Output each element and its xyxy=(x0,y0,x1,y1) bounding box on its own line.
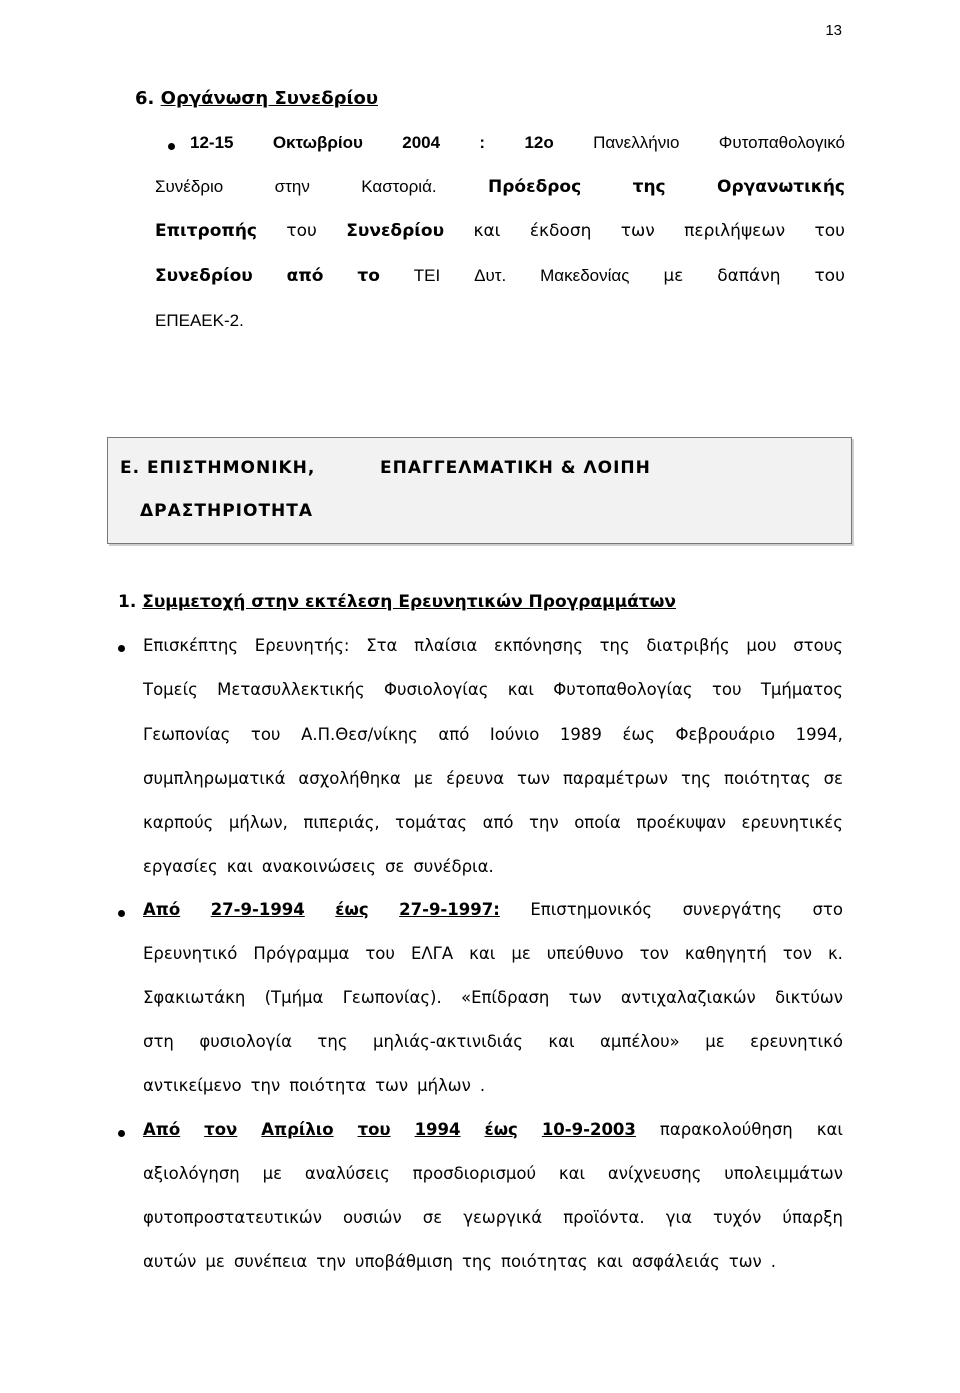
text-line: αυτών με συνέπεια την υποβάθμιση της ποιότητας και ασφάλειάς των . xyxy=(143,1252,776,1271)
bullet-icon xyxy=(118,910,125,917)
section-e-heading-box xyxy=(107,437,852,544)
text-line: Από τον Απρίλιο του 1994 έως 10-9-2003 παρακολούθηση και xyxy=(143,1120,843,1139)
text-line: καρπούς μήλων, πιπεριάς, τομάτας από την οποία προέκυψαν ερευνητικές xyxy=(143,813,843,832)
text-line: στη φυσιολογία της μηλιάς-ακτινιδιάς και αμπέλου» με ερευνητικό xyxy=(143,1032,843,1051)
page-number: 13 xyxy=(825,22,842,39)
subsection-1-title: 1. Συμμετοχή στην εκτέλεση Ερευνητικών Προγραμμάτων xyxy=(118,592,676,612)
text-line: Ερευνητικό Πρόγραμμα του ΕΛΓΑ και με υπεύθυνο τον καθηγητή τον κ. xyxy=(143,944,843,963)
text-line: Συνεδρίου από το ΤΕΙ Δυτ. Μακεδονίας με δαπάνη του xyxy=(155,266,845,286)
text-line: Συνέδριο στην Καστοριά. Πρόεδρος της Οργανωτικής xyxy=(155,177,845,197)
text-line: αξιολόγηση με αναλύσεις προσδιορισμού και ανίχνευσης υπολειμμάτων xyxy=(143,1164,843,1183)
section-e-heading-left: Ε. ΕΠΙΣΤΗΜΟΝΙΚΗ, xyxy=(120,458,316,478)
section-6-title: Οργάνωση Συνεδρίου xyxy=(160,88,378,109)
text-line: Τομείς Μετασυλλεκτικής Φυσιολογίας και Φυτοπαθολογίας του Τμήματος xyxy=(143,680,843,699)
section-6-number: 6. xyxy=(135,88,155,109)
text-line: φυτοπροστατευτικών ουσιών σε γεωργικά προϊόντα. για τυχόν ύπαρξη xyxy=(143,1208,843,1227)
text-line: Σφακιωτάκη (Τμήμα Γεωπονίας). «Επίδραση των αντιχαλαζιακών δικτύων xyxy=(143,988,843,1007)
text-line: 12-15 Οκτωβρίου 2004 : 12ο Πανελλήνιο Φυτοπαθολογικό xyxy=(190,133,845,152)
text-line: Από 27-9-1994 έως 27-9-1997: Επιστημονικός συνεργάτης στο xyxy=(143,900,843,919)
section-e-heading-line2: ΔΡΑΣΤΗΡΙΟΤΗΤΑ xyxy=(140,501,314,521)
text-line: αντικείμενο την ποιότητα των μήλων . xyxy=(143,1076,486,1095)
text-line: εργασίες και ανακοινώσεις σε συνέδρια. xyxy=(143,857,494,876)
section-e-heading-right: ΕΠΑΓΓΕΛΜΑΤΙΚΗ & ΛΟΙΠΗ xyxy=(380,458,651,478)
text-line: ΕΠΕΑΕΚ-2. xyxy=(155,311,244,330)
bullet-icon xyxy=(168,143,175,150)
text-line: Επιτροπής του Συνεδρίου και έκδοση των περιλήψεων του xyxy=(155,221,845,241)
text-line: Επισκέπτης Ερευνητής: Στα πλαίσια εκπόνησης της διατριβής μου στους xyxy=(143,636,843,655)
text-line: Γεωπονίας του Α.Π.Θεσ/νίκης από Ιούνιο 1989 έως Φεβρουάριο 1994, xyxy=(143,725,843,744)
bullet-icon xyxy=(118,1130,125,1137)
text-line: συμπληρωματικά ασχολήθηκα με έρευνα των παραμέτρων της ποιότητας σε xyxy=(143,769,843,788)
section-6-heading xyxy=(135,88,378,109)
bullet-icon xyxy=(118,645,125,652)
